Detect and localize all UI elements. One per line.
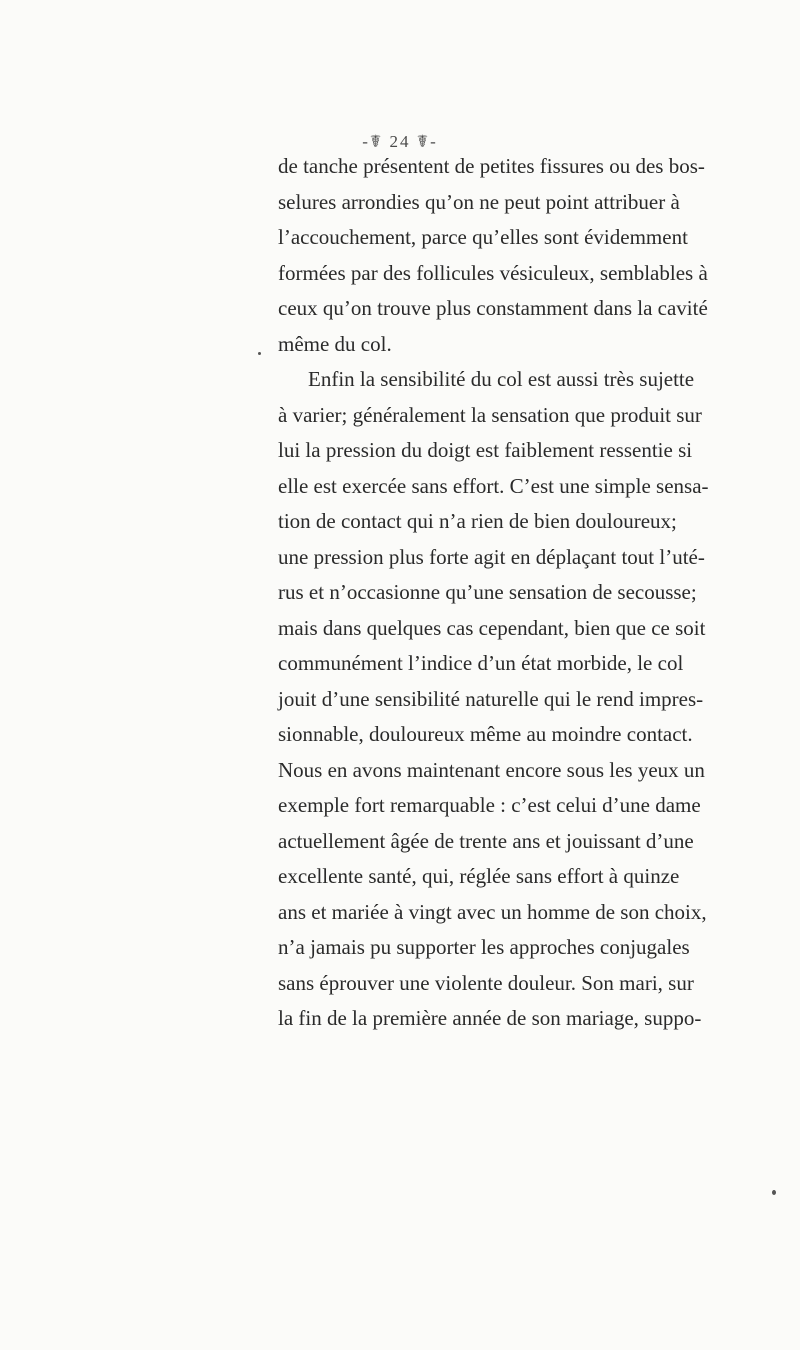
text-line: ans et mariée à vingt avec un homme de son choix, — [278, 899, 707, 924]
text-line: selures arrondies qu’on ne peut point attribuer à — [278, 189, 680, 214]
text-line: à varier; généralement la sensation que produit sur — [278, 402, 702, 427]
text-line: actuellement âgée de trente ans et jouissant d’une — [278, 828, 694, 853]
text-line: une pression plus forte agit en déplaçant tout l’uté- — [278, 544, 705, 569]
text-line: exemple fort remarquable : c’est celui d’une dame — [278, 793, 701, 817]
text-line: même du col. — [278, 331, 392, 356]
text-line: communément l’indice d’un état morbide, le col — [278, 651, 684, 675]
text-line: l’accouchement, parce qu’elles sont évidemment — [278, 225, 688, 249]
text-line: formées par des follicules vésiculeux, semblables à — [278, 260, 708, 285]
text-line: de tanche présentent de petites fissures ou des bos- — [278, 154, 705, 178]
text-line: n’a jamais pu supporter les approches conjugales — [278, 935, 690, 959]
text-line: sionnable, douloureux même au moindre contact. — [278, 722, 693, 746]
text-line: mais dans quelques cas cependant, bien que ce soit — [278, 615, 706, 640]
text-line: la fin de la première année de son mariage, suppo- — [278, 1006, 702, 1030]
body-text — [278, 149, 798, 1037]
text-line: ceux qu’on trouve plus constamment dans la cavité — [278, 296, 708, 320]
text-line: tion de contact qui n’a rien de bien douloureux; — [278, 509, 677, 533]
text-line: lui la pression du doigt est faiblement ressentie si — [278, 438, 693, 462]
text-line: Nous en avons maintenant encore sous les yeux un — [278, 757, 705, 782]
text-line: Enfin la sensibilité du col est aussi très sujette — [308, 367, 695, 391]
paper-speck — [258, 352, 261, 355]
text-line: elle est exercée sans effort. C’est une simple sensa- — [278, 473, 709, 498]
text-line: rus et n’occasionne qu’une sensation de secousse; — [278, 580, 697, 604]
page-number: -☤ 24 ☤- — [362, 132, 438, 151]
text-line: excellente santé, qui, réglée sans effort à quinze — [278, 864, 680, 888]
text-line: jouit d’une sensibilité naturelle qui le rend impres- — [278, 686, 704, 711]
paper-speck — [772, 1190, 776, 1195]
text-line: sans éprouver une violente douleur. Son mari, sur — [278, 970, 694, 995]
